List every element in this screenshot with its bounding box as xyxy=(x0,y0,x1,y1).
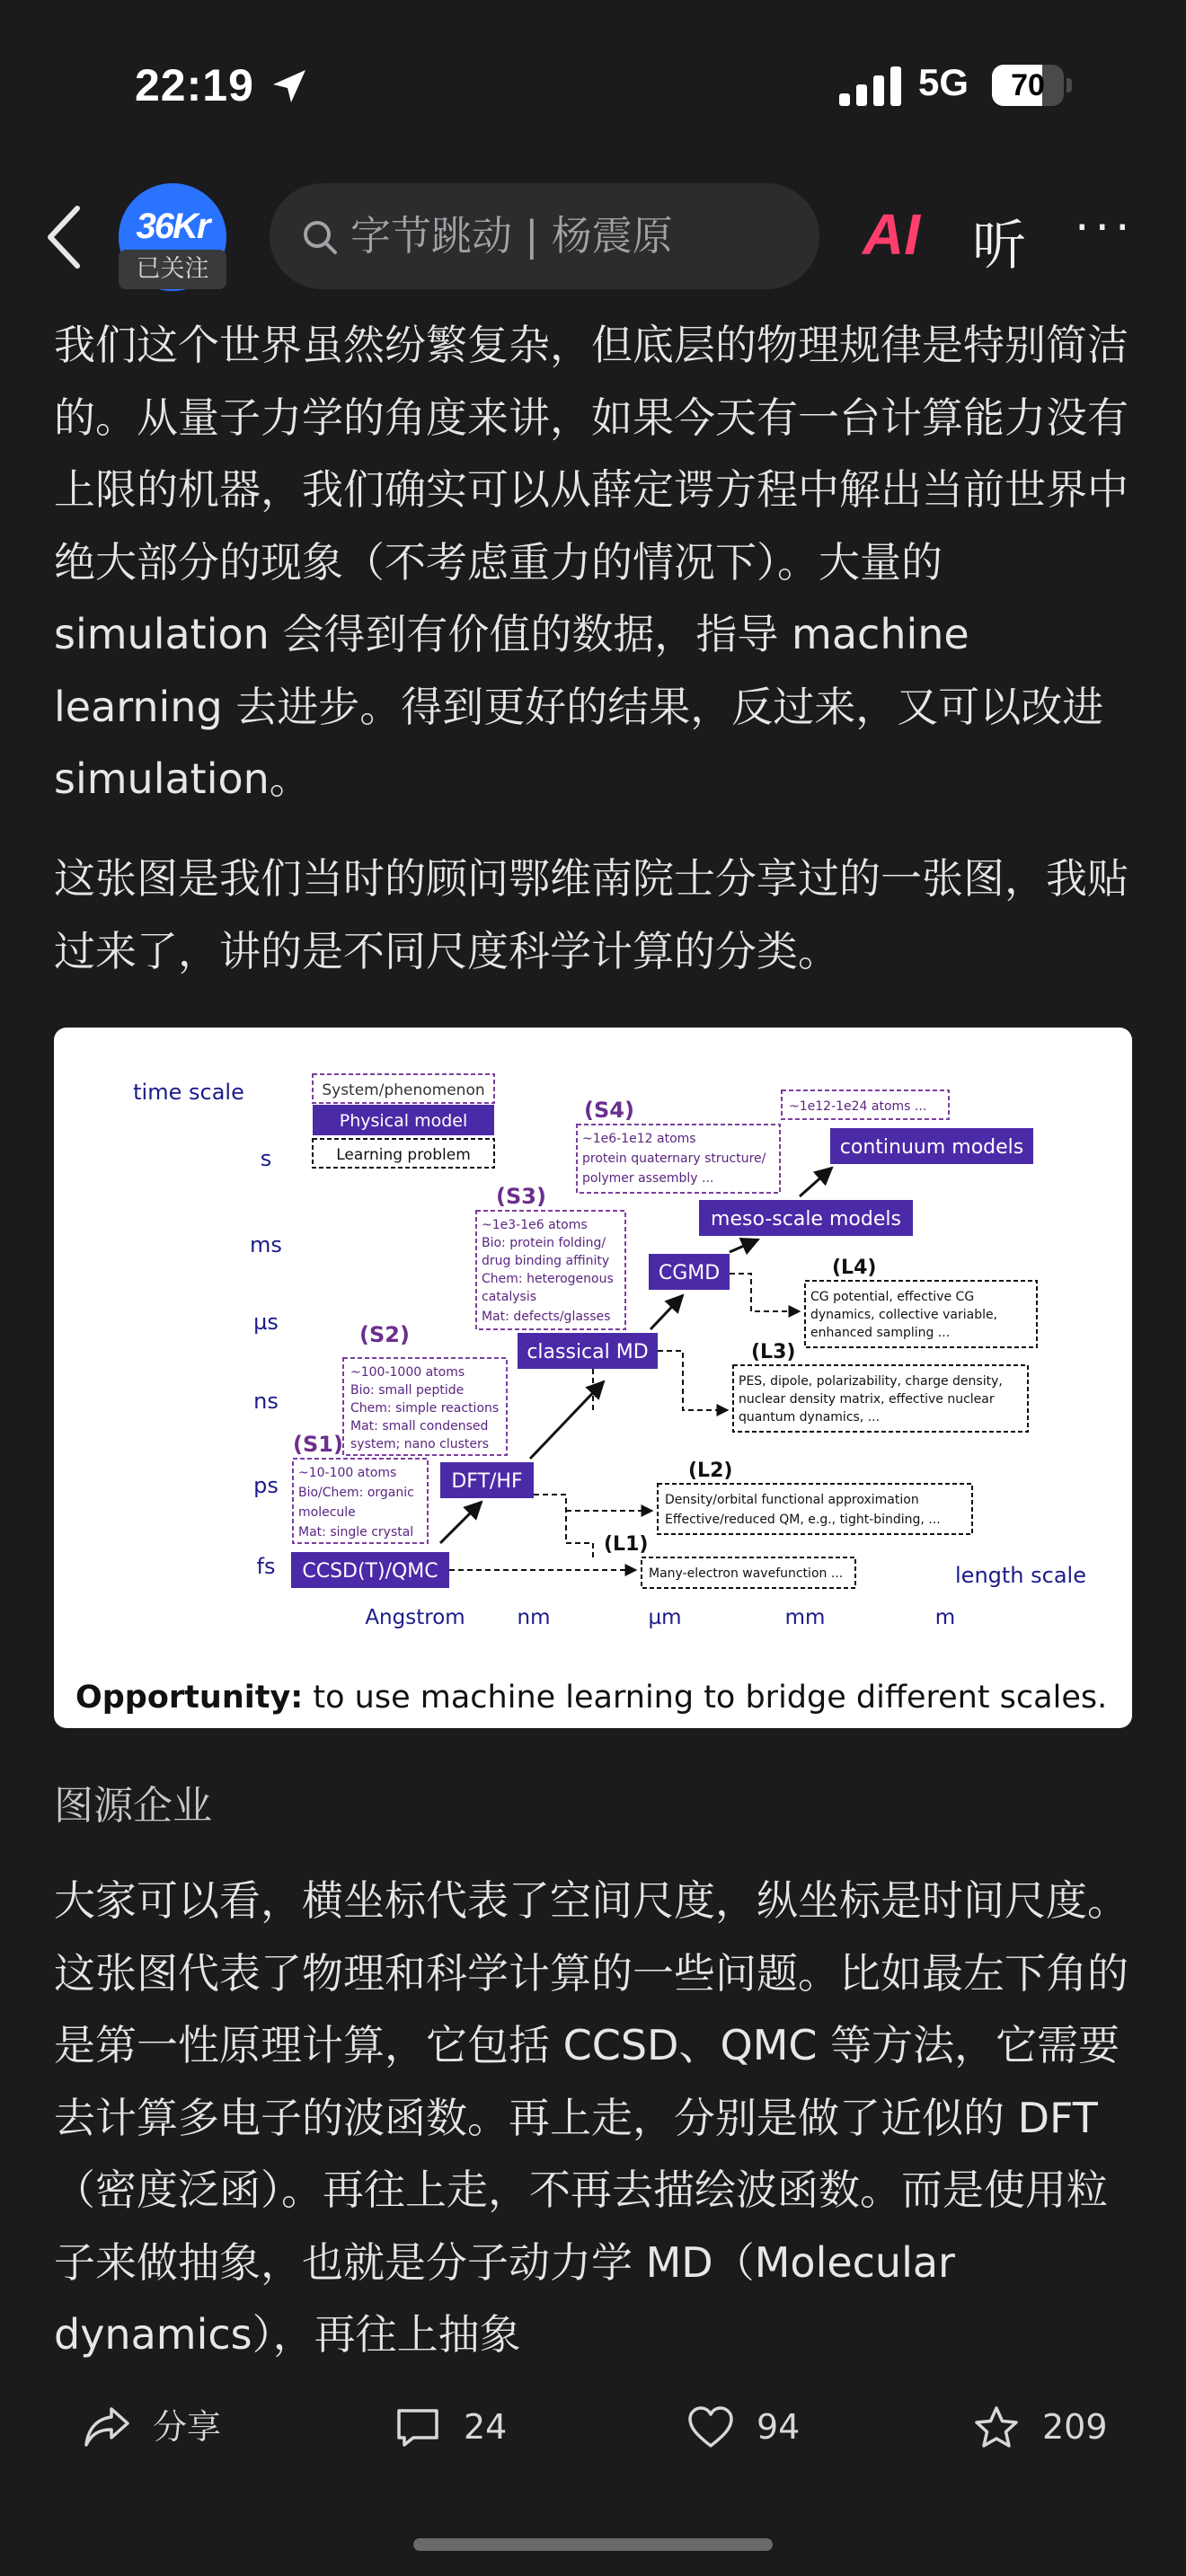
heart-icon xyxy=(686,2405,735,2450)
ai-button[interactable]: AI xyxy=(863,202,920,267)
legend-model: Physical model xyxy=(339,1111,468,1131)
s3-line: Bio: protein folding/ xyxy=(482,1236,606,1250)
l3-line: nuclear density matrix, effective nuclear xyxy=(739,1392,995,1407)
s4-line: polymer assembly ... xyxy=(582,1171,714,1186)
model-ccsd: CCSD(T)/QMC xyxy=(302,1560,438,1583)
model-meso: meso-scale models xyxy=(711,1208,901,1231)
y-tick: ps xyxy=(253,1473,279,1498)
s4-line: ~1e6-1e12 atoms xyxy=(582,1132,696,1146)
s2-line: Bio: small peptide xyxy=(350,1383,465,1398)
article-figure[interactable] xyxy=(54,1028,1132,1728)
figure-caption-line: Opportunity: to use machine learning to bridge different scales. xyxy=(75,1680,1108,1716)
status-bar xyxy=(0,0,1186,171)
y-tick: ns xyxy=(253,1389,279,1414)
comment-button[interactable] xyxy=(394,2382,537,2472)
l3-line: quantum dynamics, ... xyxy=(739,1410,881,1425)
l3-label: (L3) xyxy=(751,1341,796,1363)
comment-icon xyxy=(394,2405,442,2450)
scales-diagram xyxy=(54,1028,1132,1728)
model-continuum: continuum models xyxy=(839,1136,1024,1159)
l1-label: (L1) xyxy=(604,1533,649,1556)
y-tick: ms xyxy=(250,1232,282,1257)
x-tick: mm xyxy=(784,1606,826,1629)
s5-line: ~1e12-1e24 atoms ... xyxy=(789,1099,927,1114)
back-chevron-icon[interactable] xyxy=(43,203,84,271)
s4-label: (S4) xyxy=(584,1098,634,1123)
s1-line: Mat: single crystal xyxy=(298,1525,414,1539)
s3-line: Mat: defects/glasses xyxy=(482,1310,611,1324)
l2-line: Density/orbital functional approximation xyxy=(665,1493,919,1507)
avatar-logo: 36Kr xyxy=(136,207,209,246)
model-dft: DFT/HF xyxy=(451,1470,523,1493)
s1-line: molecule xyxy=(298,1505,356,1520)
home-indicator[interactable] xyxy=(413,2538,773,2551)
y-axis-title: time scale xyxy=(133,1080,244,1105)
s3-line: drug binding affinity xyxy=(482,1254,610,1268)
share-label: 分享 xyxy=(153,2407,222,2447)
favorite-count: 209 xyxy=(1042,2407,1108,2447)
like-count: 94 xyxy=(757,2407,801,2447)
x-tick: µm xyxy=(648,1606,682,1629)
s1-label: (S1) xyxy=(293,1432,343,1457)
y-tick: fs xyxy=(256,1554,276,1579)
s3-line: ~1e3-1e6 atoms xyxy=(482,1218,588,1232)
search-icon xyxy=(302,219,338,255)
s3-line: Chem: heterogenous xyxy=(482,1272,614,1286)
l2-line: Effective/reduced QM, e.g., tight-binding, ... xyxy=(665,1513,941,1527)
status-time: 22:19 xyxy=(135,60,254,110)
article-paragraph: 我们这个世界虽然纷繁复杂，但底层的物理规律是特别简洁的。从量子力学的角度来讲，如果今天有一台计算能力没有上限的机器，我们确实可以从薛定谔方程中解出当前世界中绝大部分的现象（不考虑重力的情况下）。大量的 simulation 会得到有价值的数据，指导 machine learning 去进步。得到更好的结果，反过来，又可以改进 simulation。 xyxy=(54,321,1128,803)
bottom-action-bar xyxy=(0,2382,1186,2472)
share-icon xyxy=(83,2405,131,2450)
s3-line: catalysis xyxy=(482,1290,536,1304)
share-button[interactable] xyxy=(83,2382,244,2472)
model-md: classical MD xyxy=(527,1341,649,1363)
l4-line: dynamics, collective variable, xyxy=(810,1308,998,1322)
l1-line: Many-electron wavefunction ... xyxy=(649,1566,844,1581)
s2-label: (S2) xyxy=(359,1322,410,1347)
s1-line: Bio/Chem: organic xyxy=(298,1486,414,1500)
l3-line: PES, dipole, polarizability, charge density, xyxy=(739,1374,1003,1389)
x-tick: m xyxy=(934,1606,956,1629)
model-cgmd: CGMD xyxy=(658,1262,721,1284)
s2-line: ~100-1000 atoms xyxy=(350,1365,465,1380)
star-icon xyxy=(972,2405,1021,2450)
follow-status-badge[interactable]: 已关注 xyxy=(119,250,226,289)
l4-label: (L4) xyxy=(832,1257,877,1279)
battery-icon xyxy=(992,65,1073,106)
like-button[interactable] xyxy=(686,2382,830,2472)
listen-button[interactable]: 听 xyxy=(972,215,1026,278)
location-arrow-icon xyxy=(268,65,311,108)
search-query: 字节跳动 | 杨震原 xyxy=(350,212,673,260)
battery-level: 70 xyxy=(1011,68,1045,102)
y-tick: µs xyxy=(253,1310,279,1335)
signal-icon xyxy=(839,66,902,106)
favorite-button[interactable] xyxy=(972,2382,1143,2472)
l2-label: (L2) xyxy=(688,1460,733,1482)
comment-count: 24 xyxy=(464,2407,508,2447)
more-options-button[interactable]: ··· xyxy=(1075,201,1136,255)
s4-line: protein quaternary structure/ xyxy=(582,1151,766,1166)
article-paragraph: 大家可以看，横坐标代表了空间尺度，纵坐标是时间尺度。这张图代表了物理和科学计算的一些问题。比如最左下角的是第一性原理计算，它包括 CCSD、QMC 等方法，它需要去计算多电子的波函数。再上走，分别是做了近似的 DFT（密度泛函）。再往上走，不再去描绘波函数。而是使用粒子来做抽象，也就是分子动力学 MD（Molecular dynamics），再往上抽象 xyxy=(54,1876,1128,2359)
x-axis-title: length scale xyxy=(955,1563,1086,1588)
l4-line: CG potential, effective CG xyxy=(810,1290,975,1304)
search-bar[interactable] xyxy=(270,183,819,289)
x-tick: Angstrom xyxy=(365,1606,465,1629)
network-type: 5G xyxy=(918,61,969,103)
figure-source-caption: 图源企业 xyxy=(54,1783,212,1829)
y-tick: s xyxy=(260,1146,272,1171)
article-paragraph: 这张图是我们当时的顾问鄂维南院士分享过的一张图，我贴过来了，讲的是不同尺度科学计算的分类。 xyxy=(54,854,1128,975)
s3-label: (S3) xyxy=(496,1184,546,1209)
s2-line: Chem: simple reactions xyxy=(350,1401,500,1416)
legend-system: System/phenomenon xyxy=(322,1081,485,1099)
legend-learning: Learning problem xyxy=(336,1146,471,1164)
x-tick: nm xyxy=(517,1606,551,1629)
s2-line: Mat: small condensed xyxy=(350,1419,489,1434)
l4-line: enhanced sampling ... xyxy=(810,1326,951,1340)
s1-line: ~10-100 atoms xyxy=(298,1466,397,1480)
s2-line: system; nano clusters xyxy=(350,1437,490,1451)
